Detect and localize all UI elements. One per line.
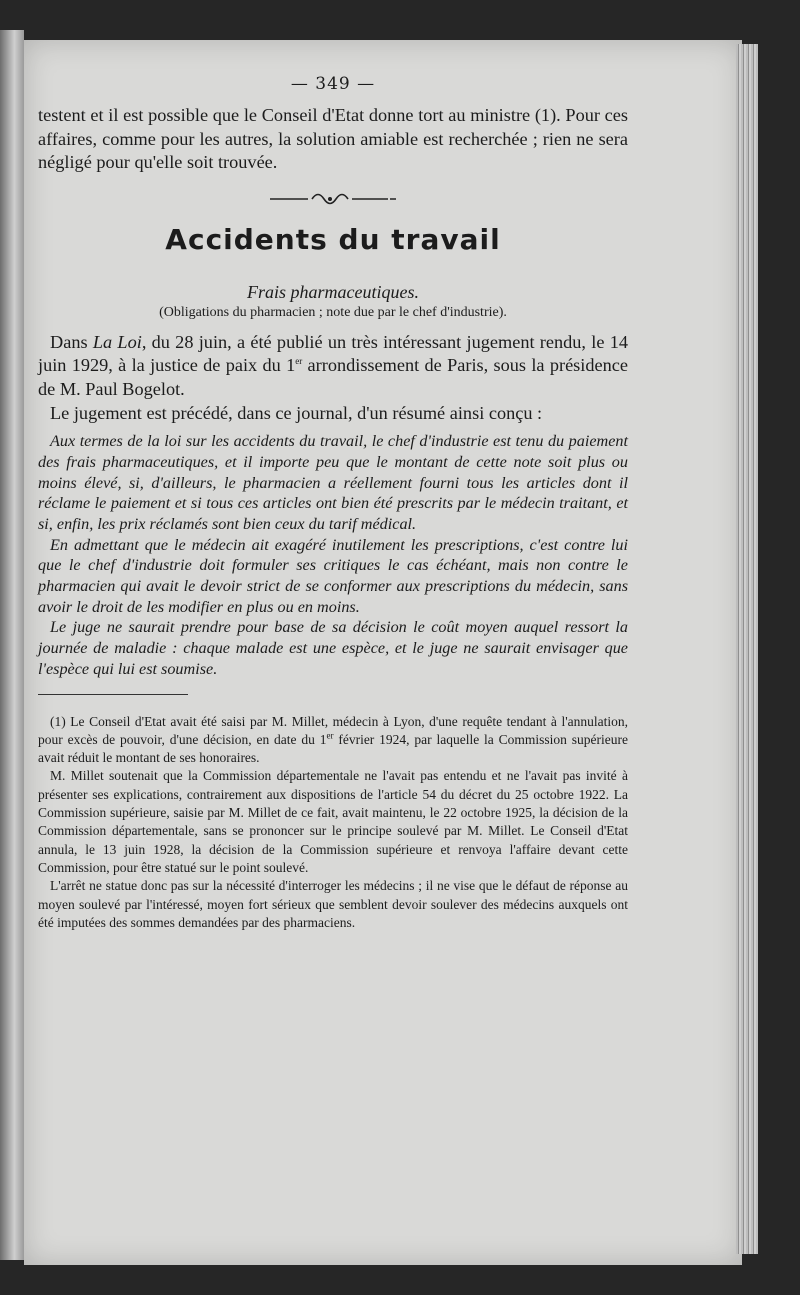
footnote-3: L'arrêt ne statue donc pas sur la nécessité d'interroger les médecins ; il ne vise que le défaut de réponse au moyen soulevé par l'intéressé, moyen fort sérieux que semblent devoir soulever des médecins auxquels ont été imputées des sommes demandées par des pharmaciens. (38, 878, 628, 930)
intro-paragraph: testent et il est possible que le Conseil d'Etat donne tort au ministre (1). Pour ces affaires, comme pour les autres, la solution amiable est recherchée ; rien ne sera négligé pour qu'elle soit trouvée. (38, 105, 628, 173)
section-title: Accidents du travail (165, 222, 501, 256)
previous-page-edge (0, 30, 24, 1260)
ornament-divider-icon (268, 191, 398, 205)
summary-paragraph: Le juge ne saurait prendre pour base de sa décision le coût moyen auquel ressort la journée de maladie : chaque malade est une espèce, et le juge ne saurait envisager que l'espèce qui lui est soumise. (38, 618, 628, 678)
body-paragraph-1: Dans La Loi, du 28 juin, a été publié un très intéressant jugement rendu, le 14 juin 1929, à la justice de paix du 1er arrondissement de Paris, sous la présidence de M. Paul Bogelot. (38, 331, 628, 399)
page-content (38, 74, 628, 932)
footnote-rule (38, 694, 188, 695)
summary-paragraph: Aux termes de la loi sur les accidents du travail, le chef d'industrie est tenu du paiement des frais pharmaceutiques, et il importe peu que le montant de cette note soit plus ou moins élevé, si, d'ailleurs, le pharmacien a réellement fourni tous les articles dont il réclame le paiement et si tous ces articles ont bien été prescrits par le médecin traitant, et si, enfin, les prix réclamés sont bien ceux du tarif médical. (38, 432, 628, 533)
footnote-2: M. Millet soutenait que la Commission départementale ne l'avait pas entendu et ne l'avait pas invité à présenter ses explications, contrairement aux dispositions de l'article 54 du décret du 25 octobre 1922. La Commission supérieure, saisie par M. Millet de ce fait, avait maintenu, le 22 octobre 1925, la décision de la Commission départementale, sans se prononcer sur le principe soulevé par M. Millet. Le Conseil d'Etat annula, le 13 juin 1928, la décision de la Commission supérieure et renvoya l'affaire devant cette Commission, pour être statué sur le point soulevé. (38, 768, 628, 875)
page-stack-edge (736, 44, 758, 1254)
judgment-summary (38, 431, 628, 679)
section-note: (Obligations du pharmacien ; note due par le chef d'industrie). (159, 304, 507, 320)
summary-paragraph: En admettant que le médecin ait exagéré inutilement les prescriptions, c'est contre lui que le chef d'industrie doit formuler ses critiques le cas échéant, mais non contre le pharmacien qui avait le devoir strict de se conformer aux prescriptions du médecin, sans avoir le droit de les modifier en plus ou en moins. (38, 535, 628, 616)
section-subtitle: Frais pharmaceutiques. (247, 281, 419, 302)
body-paragraph-2: Le jugement est précédé, dans ce journal, d'un résumé ainsi conçu : (50, 402, 543, 423)
source-name: La Loi (92, 331, 142, 352)
footnotes (38, 713, 628, 933)
page-number: — 349 — (290, 74, 376, 94)
footnote-1: (1) Le Conseil d'Etat avait été saisi par M. Millet, médecin à Lyon, d'une requête tendant à l'annulation, pour excès de pouvoir, d'une décision, en date du 1er février 1924, par laquelle la Commission supérieure avait réduit le montant de ses honoraires. (38, 713, 628, 766)
